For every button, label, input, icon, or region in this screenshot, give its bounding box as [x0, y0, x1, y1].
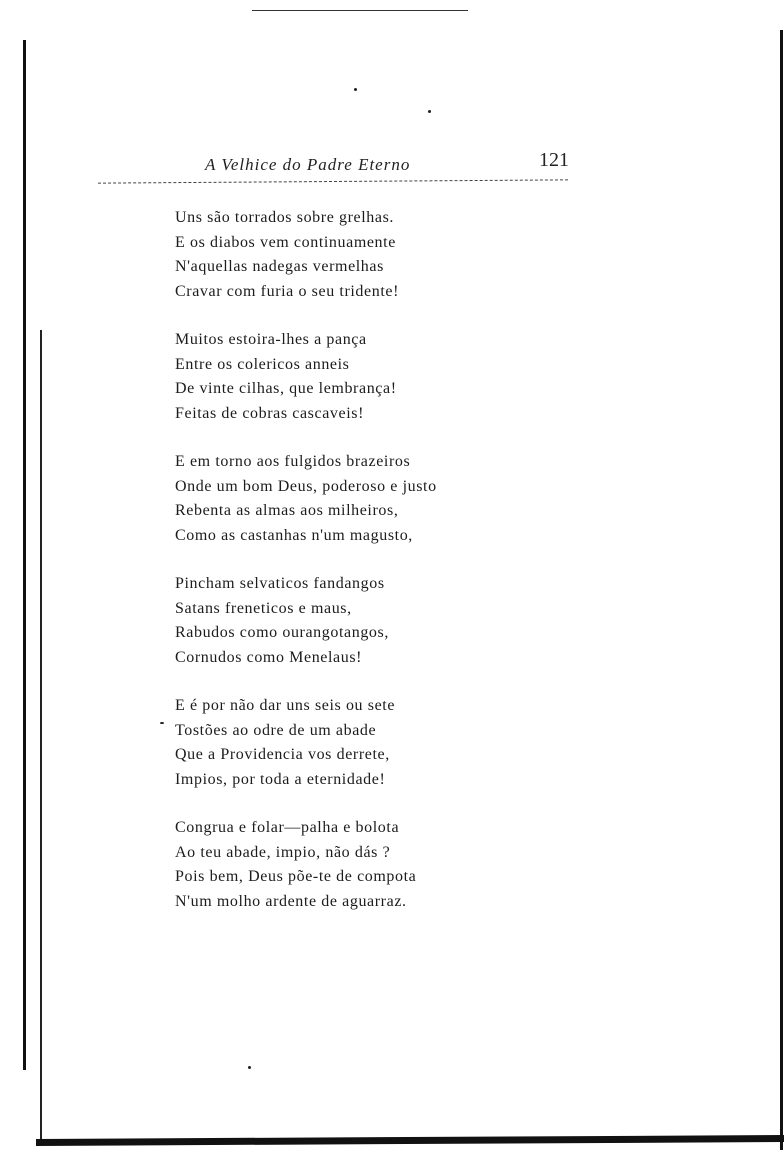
poem-line: Pois bem, Deus põe-te de compota [175, 868, 417, 885]
poem-line: Feitas de cobras cascaveis! [175, 404, 365, 422]
left-binding-edge [40, 330, 42, 1140]
poem-line: Como as castanhas n'um magusto, [175, 526, 413, 544]
poem-line: Uns são torrados sobre grelhas. [175, 209, 394, 226]
poem-line: Pincham selvaticos fandangos [175, 575, 385, 592]
running-title: A Velhice do Padre Eterno [205, 155, 411, 174]
poem-line: Cornudos como Menelaus! [175, 648, 363, 666]
stanza [175, 694, 515, 792]
left-page-edge [23, 40, 26, 1070]
right-page-edge [780, 30, 783, 1150]
poem-line: Satans freneticos e maus, [175, 599, 352, 617]
poem-line: Ao teu abade, impio, não dás ? [175, 843, 391, 861]
poem-line: Rebenta as almas aos milheiros, [175, 502, 399, 519]
stanza [175, 572, 515, 670]
poem-line: Rabudos como ourangotangos, [175, 624, 389, 641]
poem-line: Tostões ao odre de um abade [175, 721, 377, 739]
poem-line: De vinte cilhas, que lembrança! [175, 380, 397, 397]
stanza [175, 816, 515, 914]
bottom-scan-edge [36, 1135, 784, 1146]
stanza [175, 450, 515, 548]
ink-speck [428, 110, 431, 113]
page-number: 121 [539, 149, 569, 171]
poem-line: Onde um bom Deus, poderoso e justo [175, 477, 437, 495]
ink-speck [248, 1066, 251, 1069]
poem-line: N'aquellas nadegas vermelhas [175, 258, 384, 275]
poem-line: Congrua e folar—palha e bolota [175, 819, 400, 836]
poem-line: N'um molho ardente de aguarraz. [175, 892, 407, 910]
top-scan-rule [252, 10, 468, 11]
poem [175, 206, 515, 938]
poem-line: E os diabos vem continuamente [175, 233, 396, 251]
poem-line: E é por não dar uns seis ou sete [175, 697, 396, 714]
poem-line: Impios, por toda a eternidade! [175, 770, 386, 788]
poem-line: Entre os colericos anneis [175, 355, 350, 373]
poem-line: Muitos estoira-lhes a pança [175, 331, 367, 348]
ink-speck [354, 88, 357, 91]
poem-line: Que a Providencia vos derrete, [175, 746, 390, 763]
stanza [175, 206, 515, 304]
stanza [175, 328, 515, 426]
poem-line: E em torno aos fulgidos brazeiros [175, 453, 411, 470]
header-rule [98, 179, 568, 183]
poem-line: Cravar com furia o seu tridente! [175, 282, 400, 300]
ink-speck [160, 722, 164, 724]
